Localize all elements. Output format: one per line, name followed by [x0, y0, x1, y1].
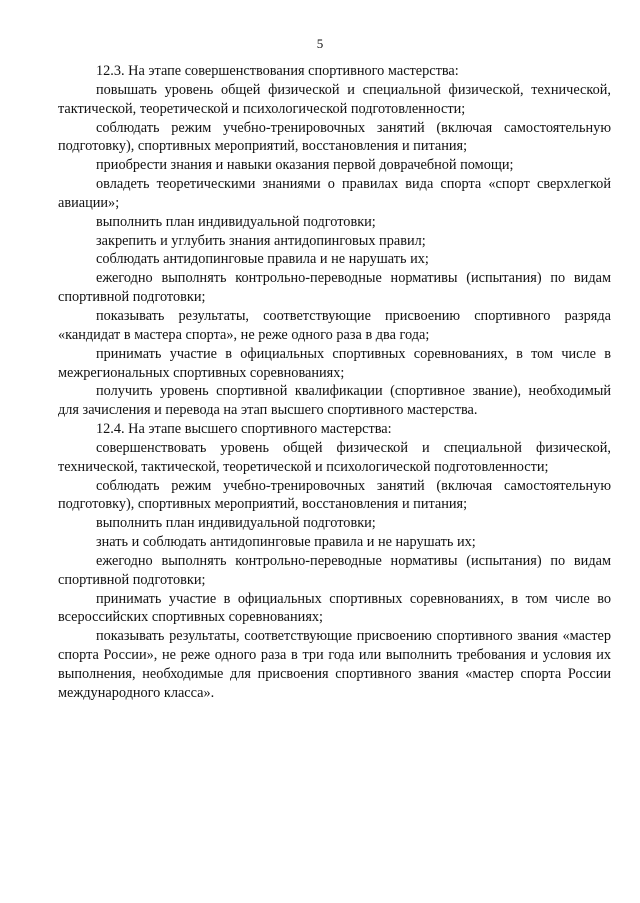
document-body: [58, 62, 611, 703]
list-item: выполнить план индивидуальной подготовки;: [96, 213, 376, 230]
list-item: принимать участие в официальных спортивных соревнованиях, в том числе во всероссийских спортивных соревнованиях;: [58, 590, 611, 626]
list-item: соблюдать антидопинговые правила и не нарушать их;: [96, 251, 429, 268]
section-12-4: [58, 420, 611, 703]
section-heading: 12.3. На этапе совершенствования спортивного мастерства:: [96, 63, 459, 79]
list-item: закрепить и углубить знания антидопинговых правил;: [96, 232, 426, 249]
list-item: совершенствовать уровень общей физической и специальной физической, технической, тактической, теоретической и психологической подготовленности;: [58, 439, 611, 475]
list-item: ежегодно выполнять контрольно-переводные нормативы (испытания) по видам спортивной подготовки;: [58, 552, 611, 588]
section-heading: 12.4. На этапе высшего спортивного мастерства:: [96, 421, 392, 438]
list-item: ежегодно выполнять контрольно-переводные нормативы (испытания) по видам спортивной подготовки;: [58, 270, 611, 306]
list-item: овладеть теоретическими знаниями о правилах вида спорта «спорт сверхлегкой авиации»;: [58, 176, 611, 211]
list-item: соблюдать режим учебно-тренировочных занятий (включая самостоятельную подготовку), спортивных мероприятий, восстановления и питания;: [58, 119, 611, 155]
page-number: 5: [316, 36, 324, 51]
section-12-3: [58, 62, 611, 420]
list-item: показывать результаты, соответствующие присвоению спортивного разряда «кандидат в мастера спорта», не реже одного раза в два года;: [58, 307, 611, 343]
list-item: соблюдать режим учебно-тренировочных занятий (включая самостоятельную подготовку), спортивных мероприятий, восстановления и питания;: [58, 477, 611, 513]
list-item: получить уровень спортивной квалификации (спортивное звание), необходимый для зачисления и перевода на этап высшего спортивного мастерства.: [58, 383, 611, 419]
list-item: принимать участие в официальных спортивных соревнованиях, в том числе в межрегиональных спортивных соревнованиях;: [58, 345, 611, 381]
list-item: выполнить план индивидуальной подготовки;: [96, 515, 376, 532]
list-item: повышать уровень общей физической и специальной физической, технической, тактической, теоретической и психологической подготовленности;: [58, 81, 611, 117]
list-item: приобрести знания и навыки оказания первой доврачебной помощи;: [96, 157, 514, 174]
list-item: знать и соблюдать антидопинговые правила и не нарушать их;: [96, 534, 476, 551]
list-item: показывать результаты, соответствующие присвоению спортивного звания «мастер спорта России», не реже одного раза в три года или выполнить требования и условия их выполнения, необходимые для присвоения спортивного звания «мастер спорта России международного класса».: [58, 628, 611, 701]
